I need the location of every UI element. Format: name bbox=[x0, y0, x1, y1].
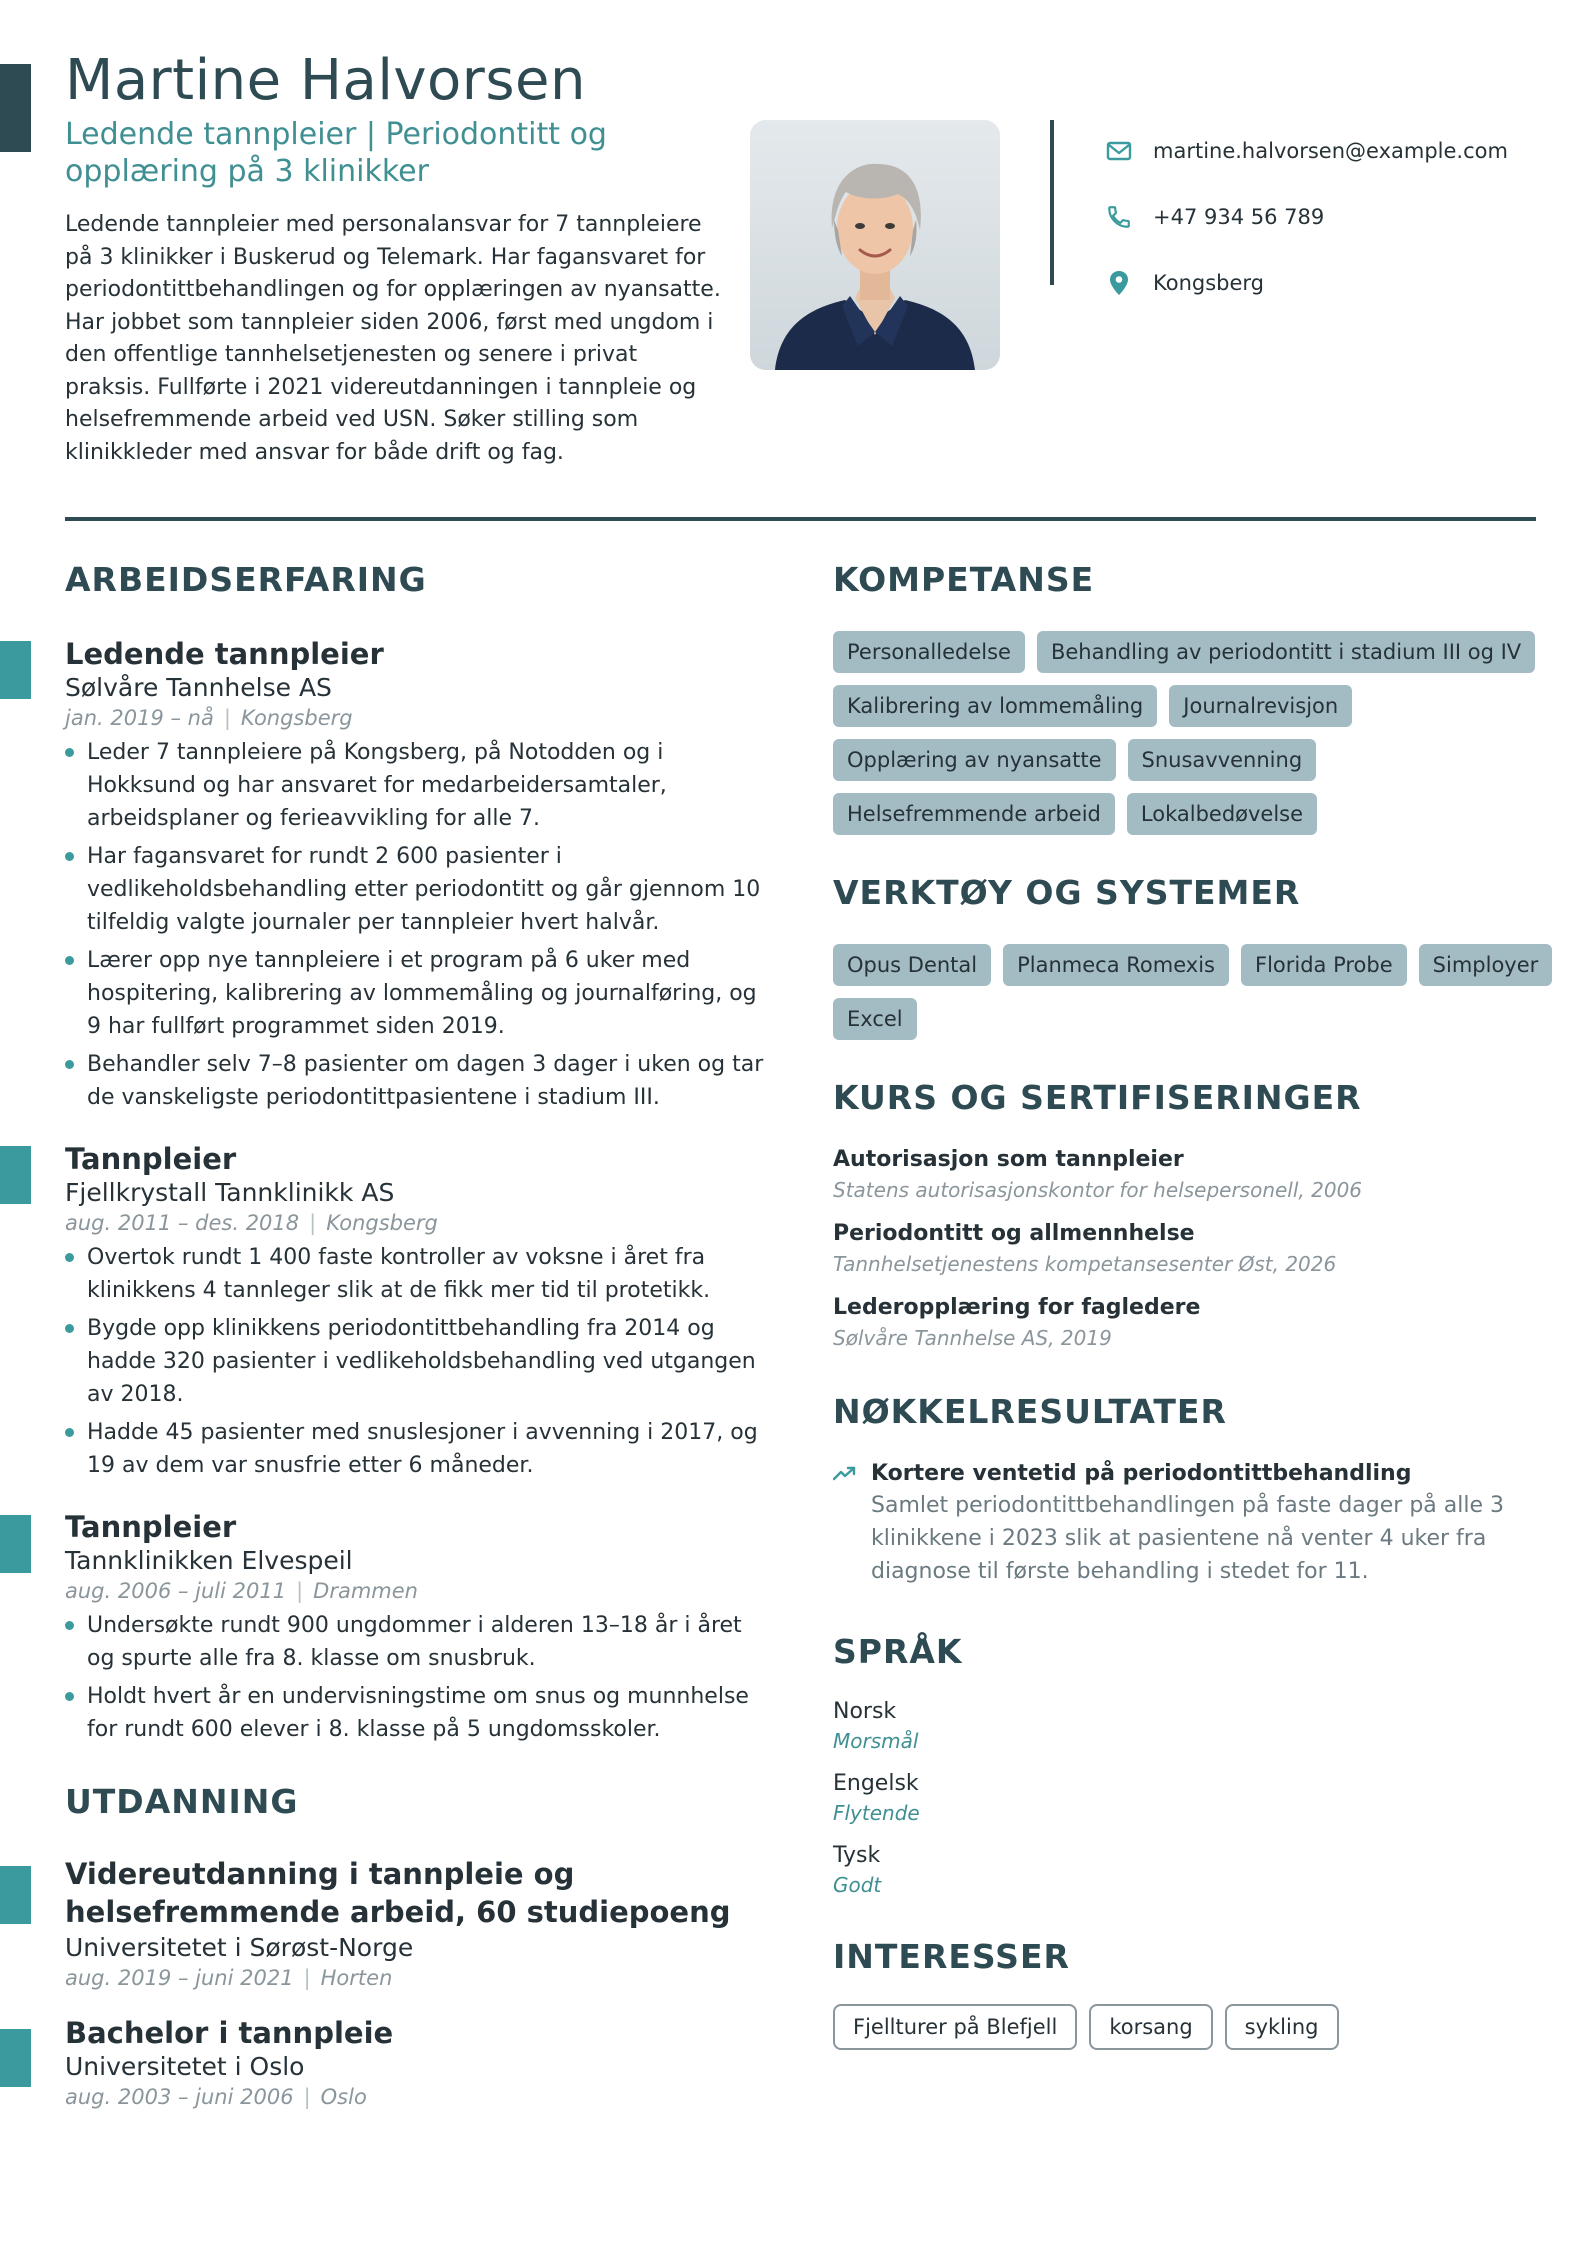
language-item bbox=[833, 1771, 1543, 1825]
language-name: Norsk bbox=[833, 1699, 897, 1724]
course-detail: Tannhelsetjenestens kompetansesenter Øst, 2026 bbox=[833, 1252, 1337, 1276]
job-accent-bar bbox=[0, 641, 31, 699]
skill-tag: Helsefremmende arbeid bbox=[833, 793, 1115, 835]
job-period: aug. 2006 – juli 2011 bbox=[65, 1579, 287, 1603]
job-bullet: Bygde opp klinikkens periodontittbehandling fra 2014 og hadde 320 pasienter i vedlikeholdsbehandling ved utgangen av 2018. bbox=[65, 1312, 765, 1411]
job-period: jan. 2019 – nå bbox=[65, 706, 214, 730]
language-name: Engelsk bbox=[833, 1771, 919, 1796]
education-place: Oslo bbox=[320, 2085, 367, 2109]
contact-list bbox=[1105, 118, 1508, 316]
job-bullet: Lærer opp nye tannpleiere i et program på 6 uker med hospitering, kalibrering av lommemåling og journalføring, og 9 har fullført programmet siden 2019. bbox=[65, 944, 765, 1043]
job-place: Kongsberg bbox=[240, 706, 353, 730]
education-title: Videreutdanning i tannpleie og helsefremmende arbeid, 60 studiepoeng bbox=[65, 1857, 731, 1929]
course-list bbox=[833, 1147, 1543, 1350]
interests-heading: INTERESSER bbox=[833, 1937, 1070, 1976]
course-detail: Statens autorisasjonskontor for helsepersonell, 2006 bbox=[833, 1178, 1363, 1202]
job-period: aug. 2011 – des. 2018 bbox=[65, 1211, 300, 1235]
candidate-name: Martine Halvorsen bbox=[65, 48, 586, 113]
tool-tag: Opus Dental bbox=[833, 944, 991, 986]
tool-tag: Excel bbox=[833, 998, 917, 1040]
contact-divider bbox=[1050, 120, 1054, 285]
courses-heading: KURS OG SERTIFISERINGER bbox=[833, 1078, 1362, 1117]
job-bullet: Behandler selv 7–8 pasienter om dagen 3 dager i uken og tar de vanskeligste periodontittpasientene i stadium III. bbox=[65, 1048, 765, 1114]
job-company: Tannklinikken Elvespeil bbox=[65, 1546, 353, 1575]
job-title: Ledende tannpleier bbox=[65, 637, 384, 671]
interest-tag: Fjellturer på Blefjell bbox=[833, 2004, 1077, 2050]
education-school: Universitetet i Oslo bbox=[65, 2052, 305, 2081]
contact-email[interactable] bbox=[1105, 118, 1508, 184]
experience-heading: ARBEIDSERFARING bbox=[65, 560, 427, 599]
job-bullet: Leder 7 tannpleiere på Kongsberg, på Notodden og i Hokksund og har ansvaret for medarbeidersamtaler, arbeidsplaner og ferieavvikling for alle 7. bbox=[65, 736, 765, 835]
skill-tag: Behandling av periodontitt i stadium III og IV bbox=[1037, 631, 1535, 673]
left-column bbox=[65, 560, 765, 2109]
language-level: Godt bbox=[833, 1873, 882, 1897]
language-item bbox=[833, 1843, 1543, 1897]
job-bullet: Har fagansvaret for rundt 2 600 pasienter i vedlikeholdsbehandling etter periodontitt og går gjennom 10 tilfeldig valgte journaler per tannpleier hvert halvår. bbox=[65, 840, 765, 939]
skills-tags bbox=[833, 631, 1553, 835]
job-meta: aug. 2006 – juli 2011 | Drammen bbox=[65, 1579, 418, 1603]
education-entry bbox=[65, 2016, 765, 2109]
phone-text: +47 934 56 789 bbox=[1153, 205, 1325, 229]
email-text: martine.halvorsen@example.com bbox=[1153, 139, 1508, 163]
contact-location bbox=[1105, 250, 1508, 316]
job-place: Drammen bbox=[313, 1579, 418, 1603]
job-accent-bar bbox=[0, 1515, 31, 1573]
job-entry bbox=[65, 1510, 765, 1746]
course-detail: Sølvåre Tannhelse AS, 2019 bbox=[833, 1326, 1112, 1350]
job-place: Kongsberg bbox=[326, 1211, 438, 1235]
job-bullets bbox=[65, 1609, 765, 1746]
education-heading: UTDANNING bbox=[65, 1782, 299, 1821]
skill-tag: Lokalbedøvelse bbox=[1127, 793, 1317, 835]
tool-tag: Planmeca Romexis bbox=[1003, 944, 1229, 986]
education-period: aug. 2019 – juni 2021 bbox=[65, 1966, 294, 1990]
result-item bbox=[833, 1461, 1543, 1588]
contact-phone[interactable] bbox=[1105, 184, 1508, 250]
interest-tag: sykling bbox=[1225, 2004, 1339, 2050]
education-meta: aug. 2003 – juni 2006 | Oslo bbox=[65, 2085, 367, 2109]
location-pin-icon bbox=[1105, 269, 1133, 297]
job-meta: jan. 2019 – nå | Kongsberg bbox=[65, 706, 353, 730]
job-bullet: Hadde 45 pasienter med snuslesjoner i avvenning i 2017, og 19 av dem var snusfrie etter 6 måneder. bbox=[65, 1416, 765, 1482]
header bbox=[65, 48, 1535, 518]
right-column bbox=[833, 560, 1543, 2050]
job-meta: aug. 2011 – des. 2018 | Kongsberg bbox=[65, 1211, 438, 1235]
job-bullet: Overtok rundt 1 400 faste kontroller av voksne i året fra klinikkens 4 tannleger slik at de fikk mer tid til protetikk. bbox=[65, 1241, 765, 1307]
job-company: Sølvåre Tannhelse AS bbox=[65, 673, 332, 702]
interest-tags bbox=[833, 2004, 1553, 2050]
course-name: Autorisasjon som tannpleier bbox=[833, 1147, 1184, 1172]
location-text: Kongsberg bbox=[1153, 271, 1264, 295]
tools-tags bbox=[833, 944, 1553, 1040]
profile-photo bbox=[750, 120, 1000, 370]
course-item bbox=[833, 1221, 1543, 1276]
job-bullet: Holdt hvert år en undervisningstime om snus og munnhelse for rundt 600 elever i 8. klasse på 5 ungdomsskoler. bbox=[65, 1680, 765, 1746]
skill-tag: Journalrevisjon bbox=[1169, 685, 1352, 727]
education-school: Universitetet i Sørøst-Norge bbox=[65, 1933, 414, 1962]
job-company: Fjellkrystall Tannklinikk AS bbox=[65, 1178, 395, 1207]
education-accent-bar bbox=[0, 2029, 31, 2087]
language-level: Morsmål bbox=[833, 1729, 919, 1753]
job-bullets bbox=[65, 1241, 765, 1482]
course-name: Lederopplæring for fagledere bbox=[833, 1295, 1201, 1320]
course-item bbox=[833, 1147, 1543, 1202]
education-period: aug. 2003 – juni 2006 bbox=[65, 2085, 294, 2109]
language-item bbox=[833, 1699, 1543, 1753]
header-accent-bar bbox=[0, 64, 31, 152]
result-title: Kortere ventetid på periodontittbehandling bbox=[871, 1461, 1412, 1486]
tool-tag: Simployer bbox=[1419, 944, 1553, 986]
job-bullets bbox=[65, 736, 765, 1114]
course-item bbox=[833, 1295, 1543, 1350]
headline: Ledende tannpleier | Periodontitt og opplæring på 3 klinikker bbox=[65, 117, 607, 189]
job-title: Tannpleier bbox=[65, 1142, 237, 1176]
mail-icon bbox=[1105, 137, 1133, 165]
skills-heading: KOMPETANSE bbox=[833, 560, 1095, 599]
summary: Ledende tannpleier med personalansvar for 7 tannpleiere på 3 klinikker i Buskerud og Telemark. Har fagansvaret for periodontittbehandlingen og for opplæringen av nyansatte. Har jobbet som tannpleier siden 2006, først med ungdom i den offentlige tannhelsetjenesten og senere i privat praksis. Fullførte i 2021 videreutdanningen i tannpleie og helsefremmende arbeid ved USN. Søker stilling som klinikkleder med ansvar for både drift og fag. bbox=[65, 212, 721, 465]
skill-tag: Opplæring av nyansatte bbox=[833, 739, 1116, 781]
language-level: Flytende bbox=[833, 1801, 920, 1825]
languages-heading: SPRÅK bbox=[833, 1632, 963, 1671]
education-accent-bar bbox=[0, 1866, 31, 1924]
skill-tag: Kalibrering av lommemåling bbox=[833, 685, 1157, 727]
course-name: Periodontitt og allmennhelse bbox=[833, 1221, 1195, 1246]
tools-heading: VERKTØY OG SYSTEMER bbox=[833, 873, 1301, 912]
job-entry bbox=[65, 637, 765, 1114]
job-entry bbox=[65, 1142, 765, 1482]
trending-up-icon bbox=[833, 1461, 857, 1588]
education-meta: aug. 2019 – juni 2021 | Horten bbox=[65, 1966, 393, 1990]
results-heading: NØKKELRESULTATER bbox=[833, 1392, 1227, 1431]
skill-tag: Snusavvenning bbox=[1128, 739, 1317, 781]
skill-tag: Personalledelse bbox=[833, 631, 1025, 673]
education-place: Horten bbox=[320, 1966, 393, 1990]
header-divider bbox=[65, 517, 1536, 521]
job-accent-bar bbox=[0, 1146, 31, 1204]
education-entry bbox=[65, 1855, 765, 1990]
education-title: Bachelor i tannpleie bbox=[65, 2016, 394, 2050]
interest-tag: korsang bbox=[1089, 2004, 1212, 2050]
job-title: Tannpleier bbox=[65, 1510, 237, 1544]
result-text: Samlet periodontittbehandlingen på faste dager på alle 3 klinikkene i 2023 slik at pasientene nå venter 4 uker fra diagnose til første behandling i stedet for 11. bbox=[871, 1493, 1504, 1584]
language-name: Tysk bbox=[833, 1843, 881, 1868]
job-bullet: Undersøkte rundt 900 ungdommer i alderen 13–18 år i året og spurte alle fra 8. klasse om snusbruk. bbox=[65, 1609, 765, 1675]
language-list bbox=[833, 1699, 1543, 1897]
phone-icon bbox=[1105, 203, 1133, 231]
tool-tag: Florida Probe bbox=[1241, 944, 1407, 986]
